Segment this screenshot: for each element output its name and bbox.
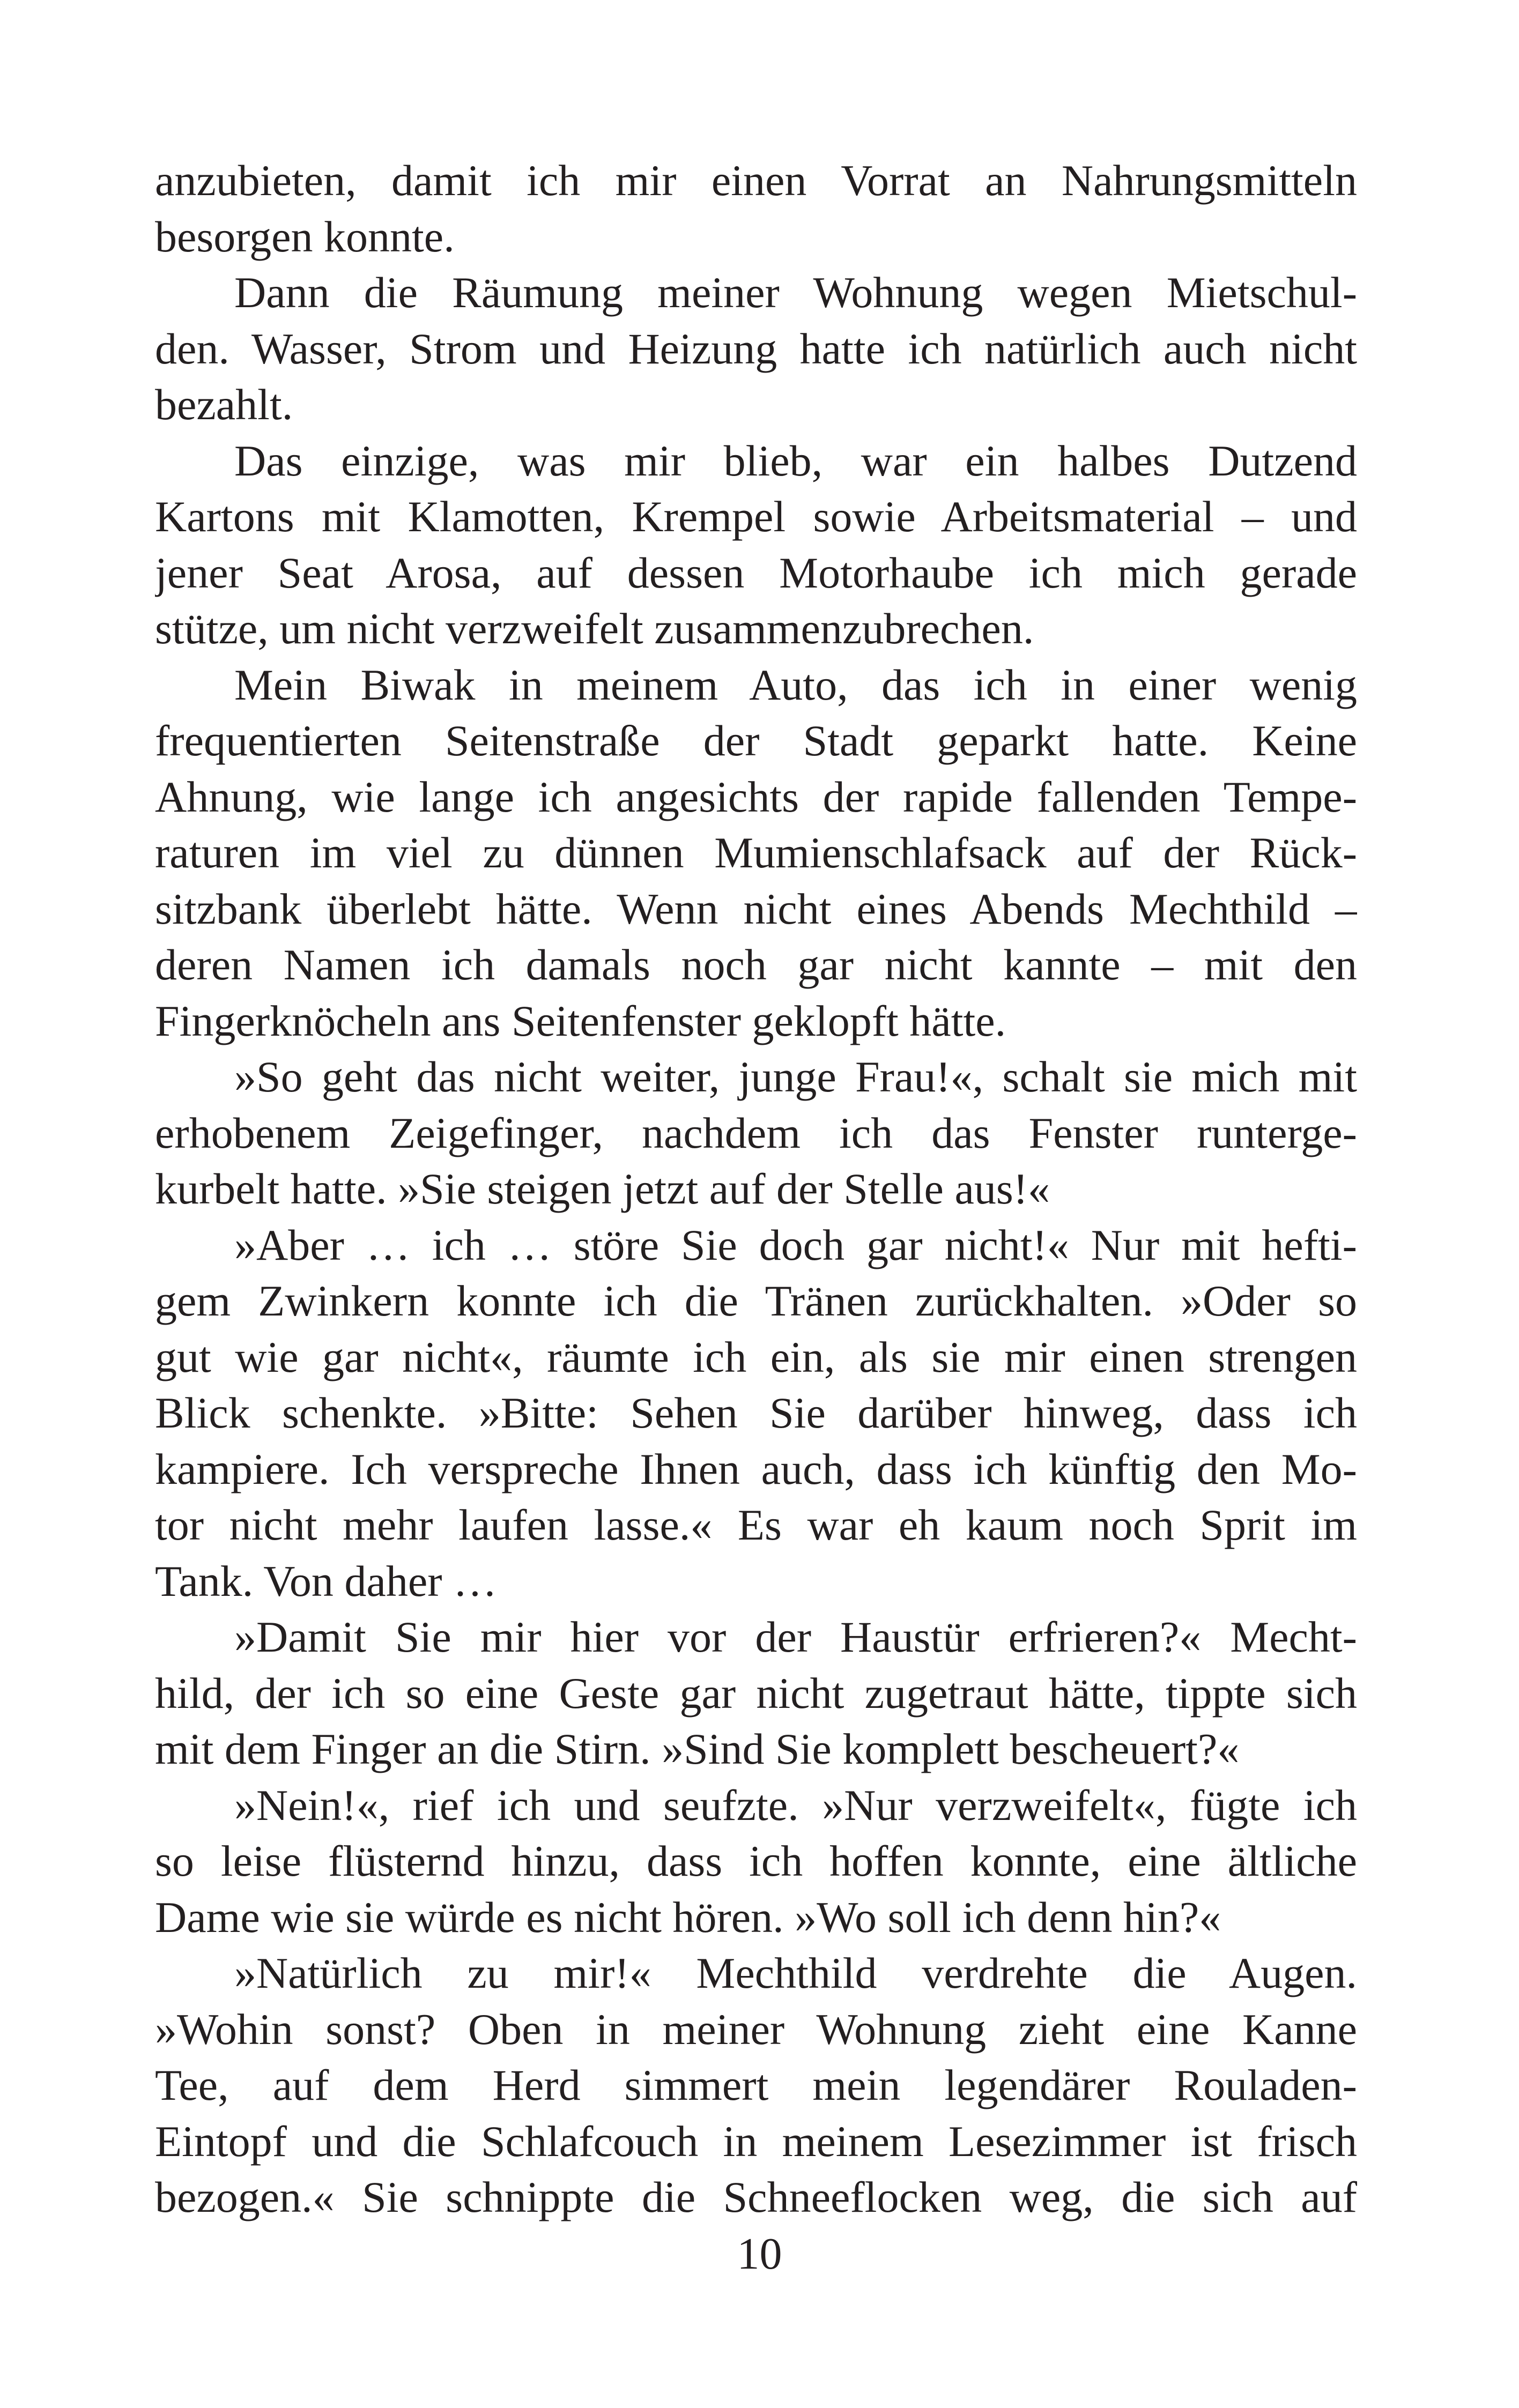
text-line: Ahnung, wie lange ich angesichts der rapide fallenden Tempe- — [155, 772, 1357, 821]
text-line: »Nein!«, rief ich und seufzte. »Nur verzweifelt«, fügte ich — [234, 1780, 1357, 1830]
text-line: tor nicht mehr laufen lasse.« Es war eh kaum noch Sprit im — [155, 1500, 1357, 1549]
text-line: Mein Biwak in meinem Auto, das ich in einer wenig — [234, 660, 1357, 709]
text-line: »Aber … ich … störe Sie doch gar nicht!« Nur mit hefti- — [234, 1220, 1357, 1269]
text-line: den. Wasser, Strom und Heizung hatte ich natürlich auch nicht — [155, 324, 1357, 373]
text-line: Blick schenkte. »Bitte: Sehen Sie darüber hinweg, dass ich — [155, 1388, 1357, 1437]
text-line: Fingerknöcheln ans Seitenfenster geklopft hätte. — [155, 996, 1006, 1045]
text-line: kampiere. Ich verspreche Ihnen auch, dass ich künftig den Mo- — [155, 1444, 1357, 1493]
text-line: Tank. Von daher … — [155, 1556, 498, 1606]
text-line: deren Namen ich damals noch gar nicht kannte – mit den — [155, 940, 1357, 989]
text-line: Kartons mit Klamotten, Krempel sowie Arbeitsmaterial – und — [155, 492, 1357, 541]
text-line: gem Zwinkern konnte ich die Tränen zurückhalten. »Oder so — [155, 1276, 1357, 1325]
text-line: Eintopf und die Schlafcouch in meinem Lesezimmer ist frisch — [155, 2116, 1357, 2166]
text-line: anzubieten, damit ich mir einen Vorrat an Nahrungsmitteln — [155, 156, 1357, 205]
text-line: sitzbank überlebt hätte. Wenn nicht eines Abends Mechthild – — [155, 884, 1357, 933]
text-line: Dame wie sie würde es nicht hören. »Wo soll ich denn hin?« — [155, 1892, 1221, 1942]
text-line: stütze, um nicht verzweifelt zusammenzubrechen. — [155, 604, 1034, 653]
text-line: Tee, auf dem Herd simmert mein legendärer Rouladen- — [155, 2061, 1357, 2109]
text-line: bezahlt. — [155, 380, 293, 429]
text-line: besorgen konnte. — [155, 212, 455, 261]
page-number: 10 — [737, 2229, 782, 2279]
text-line: »So geht das nicht weiter, junge Frau!«, schalt sie mich mit — [234, 1052, 1357, 1101]
book-page-text — [155, 153, 1357, 2226]
text-line: »Natürlich zu mir!« Mechthild verdrehte die Augen. — [234, 1949, 1357, 1997]
text-line: mit dem Finger an die Stirn. »Sind Sie komplett bescheuert?« — [155, 1725, 1240, 1773]
text-line: raturen im viel zu dünnen Mumienschlafsack auf der Rück- — [155, 828, 1357, 877]
text-line: kurbelt hatte. »Sie steigen jetzt auf der Stelle aus!« — [155, 1164, 1050, 1213]
text-line: bezogen.« Sie schnippte die Schneeflocken weg, die sich auf — [155, 2173, 1357, 2221]
text-line: »Wohin sonst? Oben in meiner Wohnung zieht eine Kanne — [155, 2004, 1357, 2054]
text-line: erhobenem Zeigefinger, nachdem ich das Fenster runterge- — [155, 1108, 1357, 1157]
text-line: »Damit Sie mir hier vor der Haustür erfrieren?« Mecht- — [234, 1612, 1357, 1661]
text-line: Dann die Räumung meiner Wohnung wegen Mietschul- — [234, 268, 1357, 317]
text-line: gut wie gar nicht«, räumte ich ein, als sie mir einen strengen — [155, 1332, 1357, 1381]
text-line: frequentierten Seitenstraße der Stadt geparkt hatte. Keine — [155, 716, 1357, 765]
text-line: hild, der ich so eine Geste gar nicht zugetraut hätte, tippte sich — [155, 1668, 1357, 1718]
text-line: jener Seat Arosa, auf dessen Motorhaube ich mich gerade — [155, 548, 1357, 597]
text-line: so leise flüsternd hinzu, dass ich hoffen konnte, eine ältliche — [155, 1837, 1357, 1885]
text-line: Das einzige, was mir blieb, war ein halbes Dutzend — [234, 436, 1357, 485]
